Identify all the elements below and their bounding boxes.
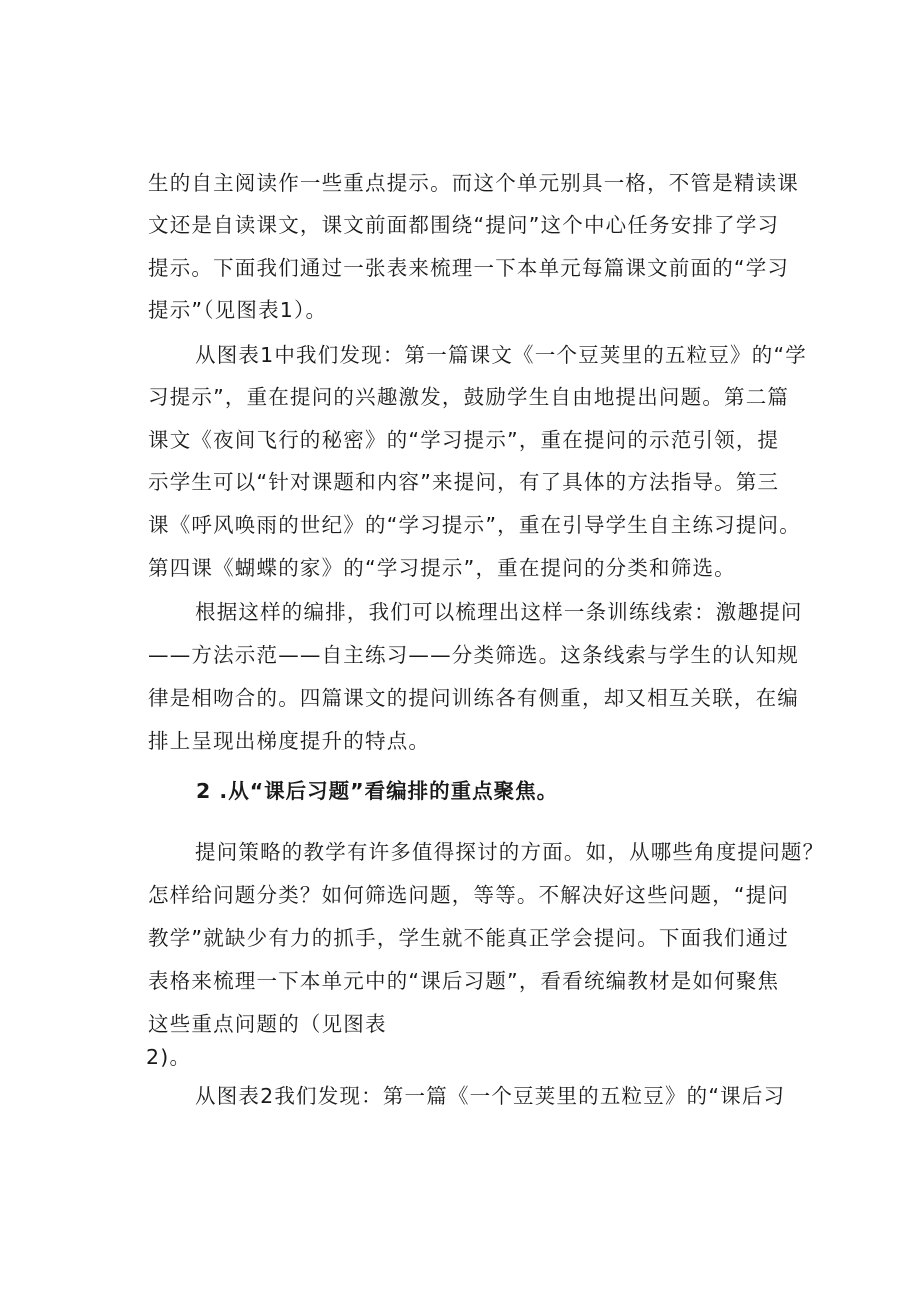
paragraph-4-line-3: 教学”就缺少有力的抓手，学生就不能真正学会提问。下面我们通过 <box>148 926 790 950</box>
paragraph-1-line-1: 生的自主阅读作一些重点提示。而这个单元别具一格，不管是精读课 <box>148 171 799 195</box>
paragraph-1-line-3: 提示。下面我们通过一张表来梳理一下本单元每篇课文前面的“学习 <box>148 256 790 280</box>
paragraph-5-line-1: 从图表2我们发现：第一篇《一个豆荚里的五粒豆》的“课后习 <box>195 1084 786 1108</box>
paragraph-4-line-2: 怎样给问题分类？如何筛选问题，等等。不解决好这些问题，“提问 <box>148 883 790 907</box>
paragraph-4-line-4: 表格来梳理一下本单元中的“课后习题”，看看统编教材是如何聚焦 <box>148 969 780 993</box>
paragraph-4-line-1: 提问策略的教学有许多值得探讨的方面。如，从哪些角度提问题？ <box>195 840 825 864</box>
paragraph-2-line-4: 示学生可以“针对课题和内容”来提问，有了具体的方法指导。第三 <box>148 470 780 494</box>
paragraph-2-line-2: 习提示”，重在提问的兴趣激发，鼓励学生自由地提出问题。第二篇 <box>148 385 790 409</box>
paragraph-3-line-2: ——方法示范——自主练习——分类筛选。这条线索与学生的认知规 <box>148 643 799 667</box>
paragraph-2-line-6: 第四课《蝴蝶的家》的“学习提示”，重在提问的分类和筛选。 <box>148 556 736 580</box>
paragraph-3-line-4: 排上呈现出梯度提升的特点。 <box>148 729 431 753</box>
section-heading: 2 .从“课后习题”看编排的重点聚焦。 <box>196 779 559 803</box>
paragraph-3-line-3: 律是相吻合的。四篇课文的提问训练各有侧重，却又相互关联，在编 <box>148 686 799 710</box>
paragraph-4-line-5: 这些重点问题的（见图表 <box>148 1012 387 1036</box>
paragraph-2-line-3: 课文《夜间飞行的秘密》的“学习提示”，重在提问的示范引领，提 <box>148 428 780 452</box>
paragraph-1-line-2: 文还是自读课文，课文前面都围绕“提问”这个中心任务安排了学习 <box>148 213 780 237</box>
paragraph-2-line-1: 从图表1中我们发现：第一篇课文《一个豆荚里的五粒豆》的“学 <box>195 343 807 367</box>
paragraph-1-line-4: 提示”（见图表1）。 <box>148 298 328 322</box>
paragraph-3-line-1: 根据这样的编排，我们可以梳理出这样一条训练线索：激趣提问 <box>195 600 803 624</box>
paragraph-4-line-6: 2)。 <box>146 1045 192 1069</box>
paragraph-2-line-5: 课《呼风唤雨的世纪》的“学习提示”，重在引导学生自主练习提问。 <box>148 513 801 537</box>
